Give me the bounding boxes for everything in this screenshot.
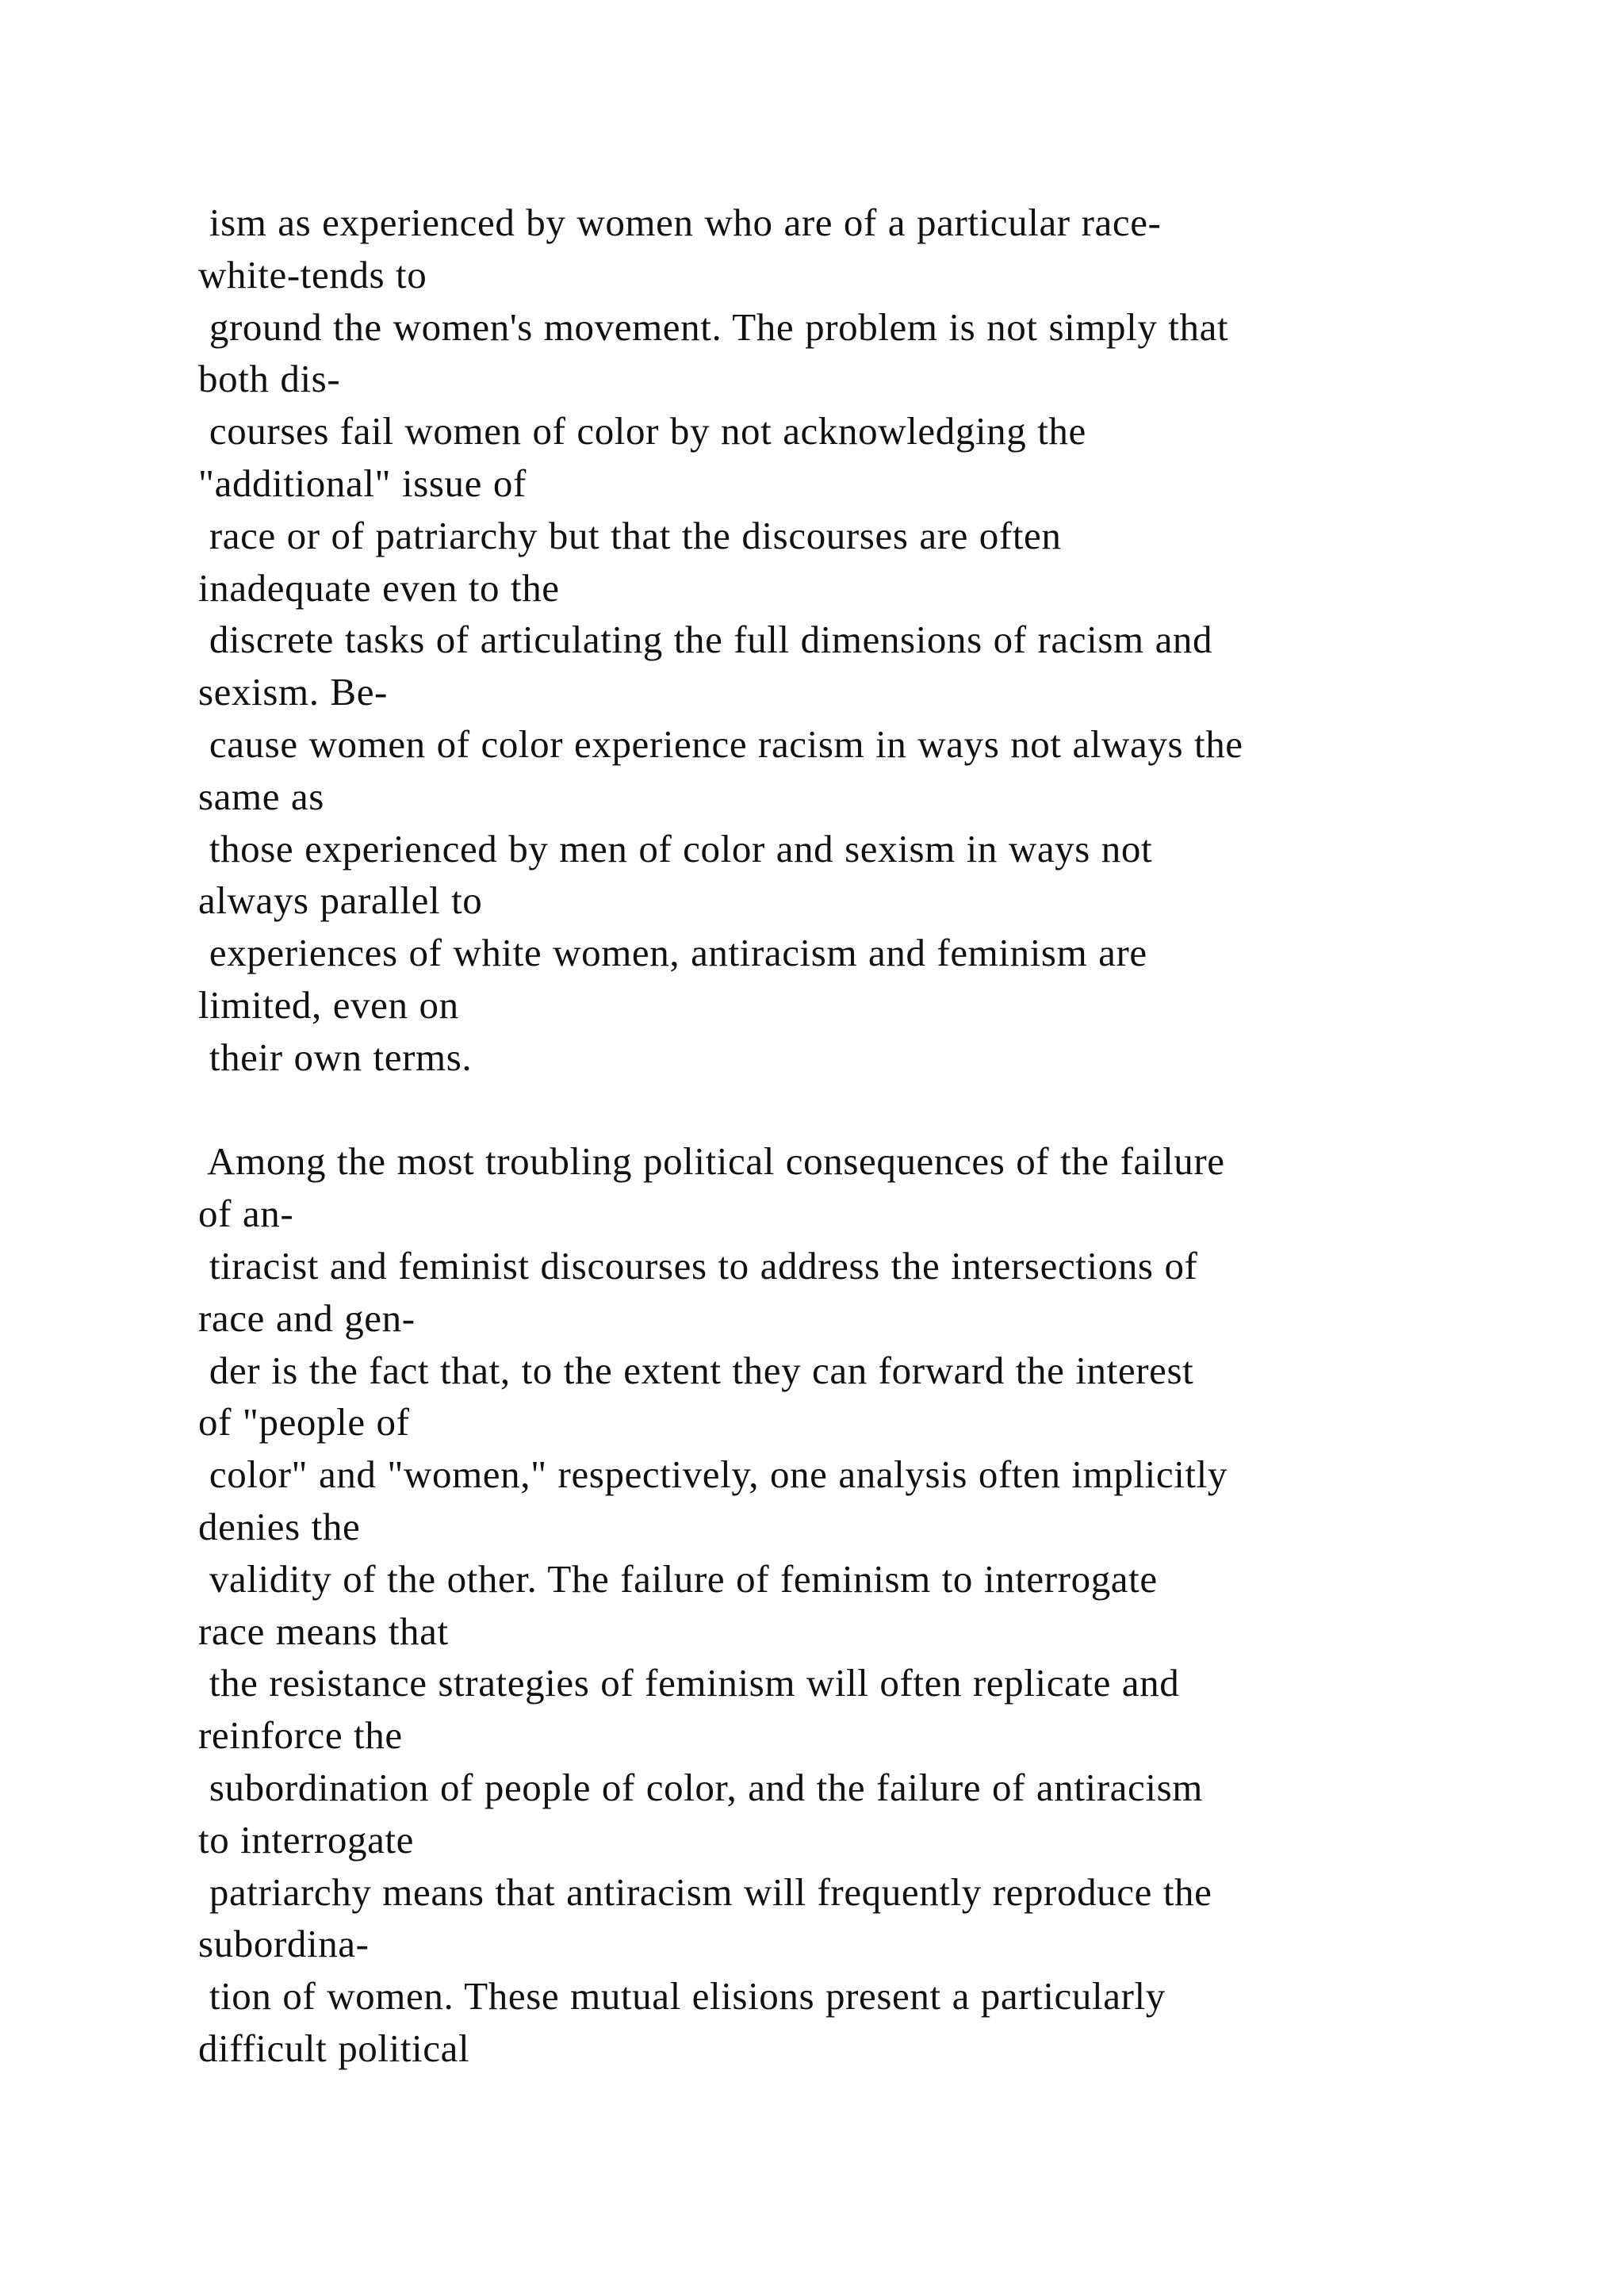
text-line: reinforce the [198,1713,403,1758]
text-line: cause women of color experience racism in ways not always the [198,721,1243,766]
text-line: sexism. Be- [198,670,388,714]
text-line: their own terms. [198,1035,473,1079]
text-line: ism as experienced by women who are of a particular race- [198,201,1162,244]
text-line: der is the fact that, to the extent they can forward the interest [198,1348,1194,1392]
text-line: patriarchy means that antiracism will frequently reproduce the [198,1869,1212,1914]
paragraph-gap [198,1084,1515,1136]
text-line: ground the women's movement. The problem is not simply that [198,304,1229,349]
text-line: those experienced by men of color and sexism in ways not [198,826,1153,871]
text-line: limited, even on [198,982,459,1027]
text-line: "additional" issue of [198,461,527,505]
text-line: race and gen- [198,1295,416,1340]
text-line: denies the [198,1504,361,1548]
text-line: tiracist and feminist discourses to address the intersections of [198,1243,1198,1288]
text-line: subordination of people of color, and the failure of antiracism [198,1765,1203,1809]
text-line: subordina- [198,1922,370,1966]
text-line: color" and "women," respectively, one analysis often implicitly [198,1452,1228,1497]
text-line: difficult political [198,2026,470,2070]
text-line: race means that [198,1609,449,1653]
text-line: to interrogate [198,1817,414,1862]
text-line: inadequate even to the [198,565,560,610]
text-line: Among the most troubling political consequences of the failure [198,1139,1225,1184]
text-line: white-tends to [198,252,427,297]
text-line: of "people of [198,1400,410,1445]
paragraph-1 [198,197,1515,1084]
text-line: discrete tasks of articulating the full dimensions of racism and [198,618,1213,662]
body-text [198,197,1515,2075]
text-line: courses fail women of color by not acknowledging the [198,409,1086,453]
text-line: both dis- [198,357,341,401]
text-line: race or of patriarchy but that the discourses are often [198,513,1062,557]
paragraph-2 [198,1135,1515,2074]
text-line: of an- [198,1192,294,1236]
text-line: same as [198,774,324,818]
text-line: validity of the other. The failure of feminism to interrogate [198,1556,1158,1601]
text-line: the resistance strategies of feminism will often replicate and [198,1661,1180,1705]
text-line: experiences of white women, antiracism and feminism are [198,931,1147,975]
text-line: always parallel to [198,878,483,923]
text-line: tion of women. These mutual elisions present a particularly [198,1974,1166,2019]
